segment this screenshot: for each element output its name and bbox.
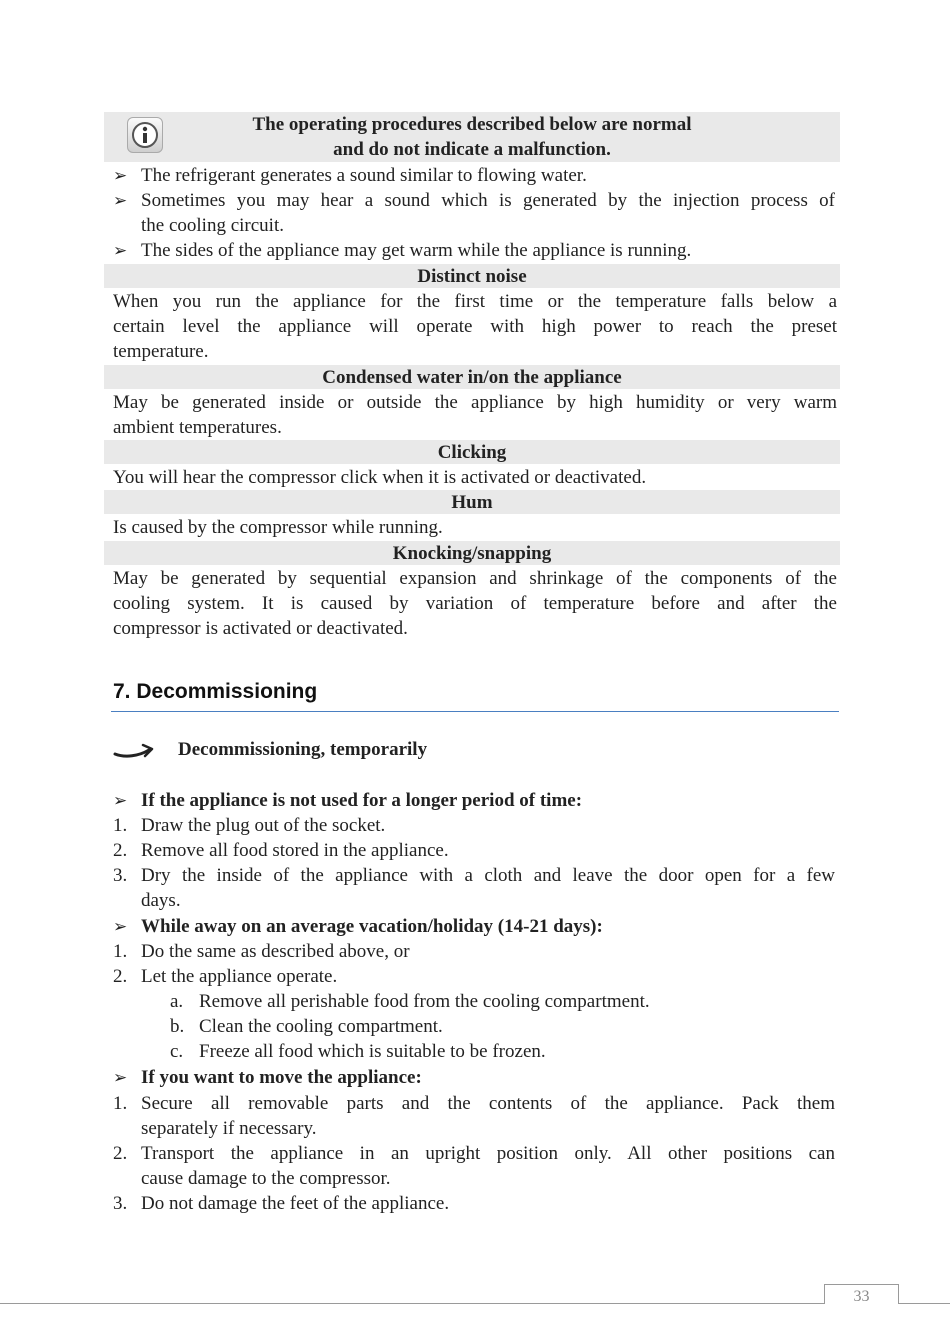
info-box-line2: and do not indicate a malfunction. (333, 139, 611, 160)
knocking-text: May be generated by sequential expansion and shrinkage of the components of the (113, 568, 837, 589)
sublist-item: Remove all perishable food from the cooling compartment. (199, 991, 650, 1012)
list-item: Do not damage the feet of the appliance. (141, 1193, 450, 1214)
clicking-heading: Clicking (437, 442, 507, 463)
distinct-noise-text: temperature. (113, 341, 209, 362)
group-heading: If the appliance is not used for a longer period of time: (141, 790, 583, 811)
list-item: Draw the plug out of the socket. (141, 815, 386, 836)
knocking-text: cooling system. It is caused by variation of temperature before and after the (113, 593, 837, 614)
footer-rule-right (899, 1303, 950, 1304)
arrow-bullet-icon: ➢ (113, 1068, 128, 1087)
condensed-water-text: May be generated inside or outside the appliance by high humidity or very warm (113, 392, 837, 413)
list-number: 1. (113, 815, 128, 836)
list-item-continuation: days. (141, 890, 181, 911)
list-item-continuation: separately if necessary. (141, 1118, 317, 1139)
footer-rule-left (0, 1303, 824, 1304)
distinct-noise-heading: Distinct noise (417, 266, 527, 287)
arrow-bullet-icon: ➢ (113, 166, 128, 185)
note-item: Sometimes you may hear a sound which is generated by the injection process of (141, 190, 835, 211)
note-item: The sides of the appliance may get warm while the appliance is running. (141, 240, 692, 261)
knocking-heading: Knocking/snapping (392, 543, 552, 564)
sublist-item: Freeze all food which is suitable to be frozen. (199, 1041, 546, 1062)
list-item: Remove all food stored in the appliance. (141, 840, 449, 861)
list-item: Dry the inside of the appliance with a cloth and leave the door open for a few (141, 865, 835, 886)
list-number: 3. (113, 1193, 128, 1214)
list-number: 1. (113, 941, 128, 962)
arrow-bullet-icon: ➢ (113, 241, 128, 260)
sublist-item: Clean the cooling compartment. (199, 1016, 443, 1037)
sublist-letter: a. (170, 991, 184, 1012)
arrow-bullet-icon: ➢ (113, 191, 128, 210)
knocking-text: compressor is activated or deactivated. (113, 618, 408, 639)
sublist-letter: b. (170, 1016, 185, 1037)
group-heading: While away on an average vacation/holiday (14-21 days): (141, 916, 603, 937)
hum-heading: Hum (451, 492, 493, 513)
list-number: 2. (113, 1143, 128, 1164)
distinct-noise-text: When you run the appliance for the first time or the temperature falls below a (113, 291, 837, 312)
sublist-letter: c. (170, 1041, 184, 1062)
condensed-water-heading: Condensed water in/on the appliance (322, 367, 622, 388)
list-number: 3. (113, 865, 128, 886)
arrow-bullet-icon: ➢ (113, 791, 128, 810)
list-number: 1. (113, 1093, 128, 1114)
list-number: 2. (113, 966, 128, 987)
curved-arrow-icon (113, 739, 157, 766)
list-item: Transport the appliance in an upright position only. All other positions can (141, 1143, 835, 1164)
list-item: Do the same as described above, or (141, 941, 410, 962)
hum-text: Is caused by the compressor while running. (113, 517, 443, 538)
list-item: Let the appliance operate. (141, 966, 338, 987)
list-item-continuation: cause damage to the compressor. (141, 1168, 391, 1189)
list-item: Secure all removable parts and the contents of the appliance. Pack them (141, 1093, 835, 1114)
page-number: 33 (853, 1288, 870, 1305)
condensed-water-text: ambient temperatures. (113, 417, 282, 438)
subheading: Decommissioning, temporarily (178, 739, 428, 760)
note-item-continuation: the cooling circuit. (141, 215, 284, 236)
group-heading: If you want to move the appliance: (141, 1067, 422, 1088)
section-rule (111, 711, 839, 712)
note-item: The refrigerant generates a sound similar to flowing water. (141, 165, 587, 186)
distinct-noise-text: certain level the appliance will operate with high power to reach the preset (113, 316, 837, 337)
arrow-bullet-icon: ➢ (113, 917, 128, 936)
clicking-text: You will hear the compressor click when it is activated or deactivated. (113, 467, 647, 488)
info-box-line1: The operating procedures described below are normal (252, 114, 692, 135)
section-title: 7. Decommissioning (113, 680, 318, 703)
list-number: 2. (113, 840, 128, 861)
